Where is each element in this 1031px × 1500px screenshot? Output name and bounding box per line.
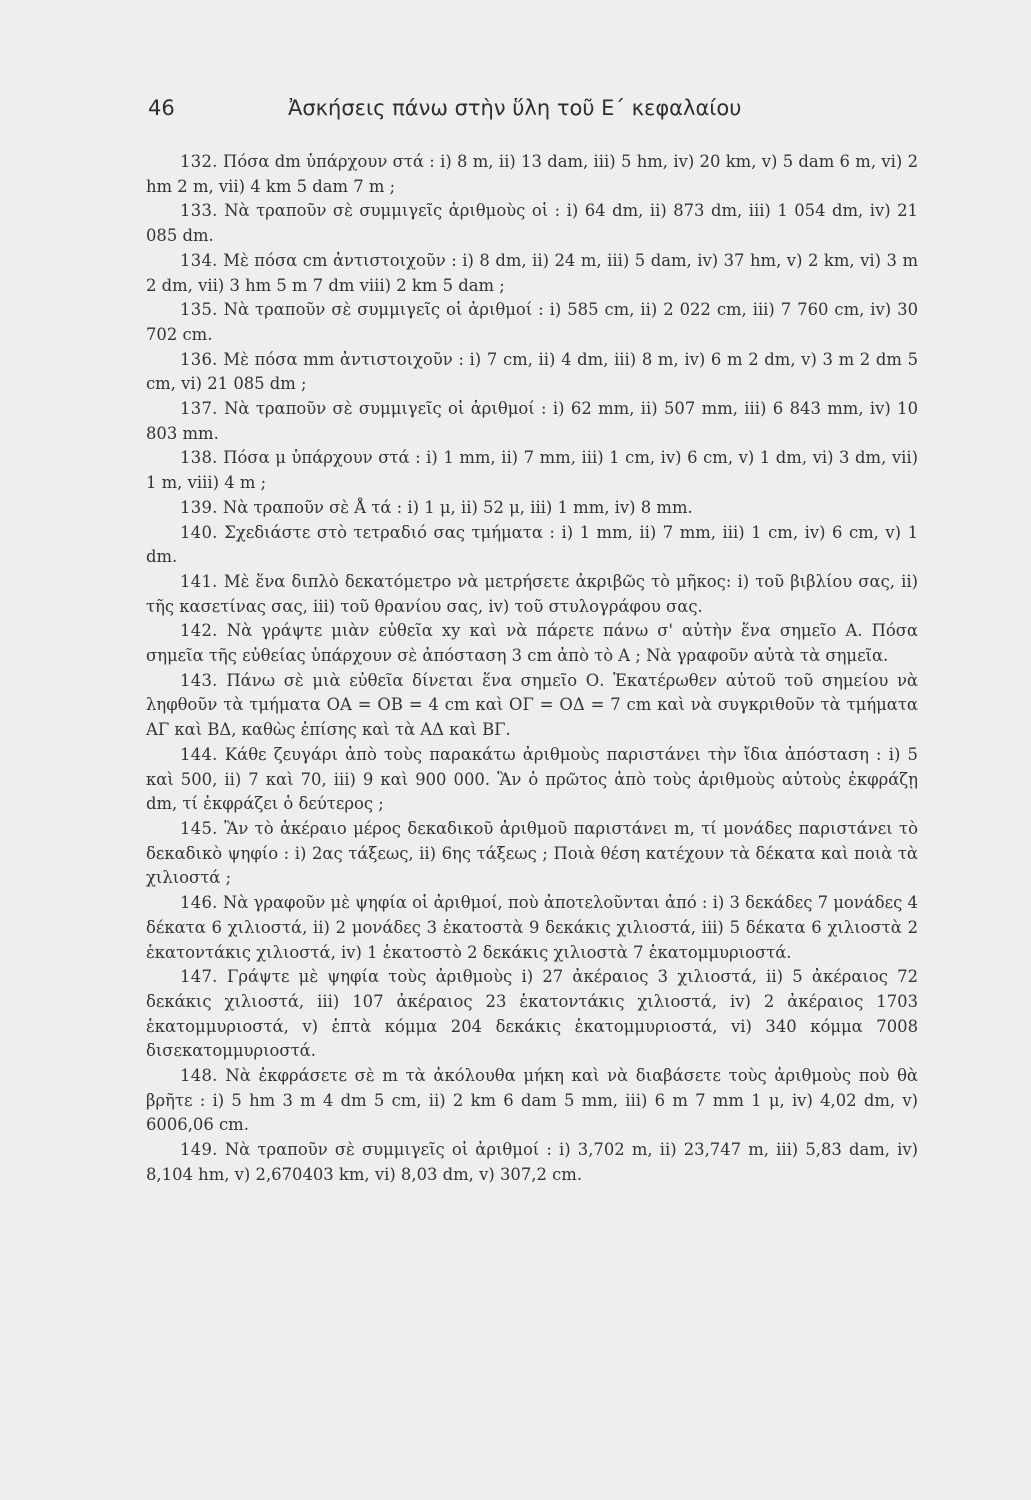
running-title: Ἀσκήσεις πάνω στὴν ὕλη τοῦ Ε΄ κεφαλαίου — [288, 96, 742, 120]
exercise-text: Κάθε ζευγάρι ἀπὸ τοὺς παρακάτω ἀριθμοὺς παριστάνει τὴν ἴδια ἀπόσταση : i) 5 καὶ 500, ii) 7 καὶ 70, iii) 9 καὶ 900 000. Ἂν ὁ πρῶτος ἀπὸ τοὺς ἀριθμοὺς αὐτοὺς ἐκφράζῃ dm, τί ἐκφράζει ὁ δεύτερος ; — [146, 744, 918, 814]
exercise-number: 133. — [180, 201, 218, 221]
exercise-146 — [146, 891, 918, 965]
exercise-133 — [146, 199, 918, 248]
exercise-number: 136. — [180, 349, 218, 369]
exercise-144 — [146, 743, 918, 817]
exercise-137 — [146, 397, 918, 446]
exercise-text: Νὰ τραποῦν σὲ συμμιγεῖς οἱ ἀριθμοί : i) 3,702 m, ii) 23,747 m, iii) 5,83 dam, iv) 8,104 hm, v) 2,670403 km, vi) 8,03 dm, v) 307,2 cm. — [146, 1140, 918, 1184]
exercise-number: 142. — [180, 621, 218, 641]
exercise-text: Νὰ ἐκφράσετε σὲ m τὰ ἀκόλουθα μήκη καὶ νὰ διαβάσετε τοὺς ἀριθμοὺς ποὺ θὰ βρῆτε : i) 5 hm 3 m 4 dm 5 cm, ii) 2 km 6 dam 5 mm, iii) 6 m 7 mm 1 μ, iv) 4,02 dm, v) 6006,06 cm. — [146, 1066, 918, 1135]
exercise-text: Νὰ τραποῦν σὲ συμμιγεῖς οἱ ἀριθμοί : i) 585 cm, ii) 2 022 cm, iii) 7 760 cm, iv) 30 702 cm. — [146, 300, 918, 344]
exercise-number: 139. — [180, 497, 218, 517]
exercise-number: 143. — [180, 670, 218, 690]
exercise-138 — [146, 446, 918, 495]
exercise-number: 145. — [180, 818, 218, 838]
exercise-149 — [146, 1138, 918, 1187]
exercise-132 — [146, 150, 918, 199]
exercise-text: Πόσα dm ὑπάρχουν στά : i) 8 m, ii) 13 dam, iii) 5 hm, iv) 20 km, v) 5 dam 6 m, vi) 2 hm 2 m, vii) 4 km 5 dam 7 m ; — [146, 152, 919, 196]
exercise-text: Νὰ τραποῦν σὲ συμμιγεῖς ἀριθμοὺς οἱ : i) 64 dm, ii) 873 dm, iii) 1 054 dm, iv) 21 085 dm. — [146, 201, 918, 246]
exercise-number: 140. — [180, 522, 218, 542]
exercise-text: Νὰ τραποῦν σὲ Å τά : i) 1 μ, ii) 52 μ, iii) 1 mm, iv) 8 mm. — [222, 497, 693, 517]
exercise-text: Νὰ τραποῦν σὲ συμμιγεῖς οἱ ἀριθμοί : i) 62 mm, ii) 507 mm, iii) 6 843 mm, iv) 10 803 mm. — [146, 399, 919, 443]
exercise-139 — [146, 496, 918, 521]
exercise-148 — [146, 1064, 918, 1138]
exercise-145 — [146, 817, 918, 891]
exercise-143 — [146, 669, 918, 743]
exercise-text: Σχεδιάστε στὸ τετραδιό σας τμήματα : i) 1 mm, ii) 7 mm, iii) 1 cm, iv) 6 cm, v) 1 dm. — [146, 522, 918, 567]
exercise-text: Νὰ γραφοῦν μὲ ψηφία οἱ ἀριθμοί, ποὺ ἀποτελοῦνται ἀπό : i) 3 δεκάδες 7 μονάδες 4 δέκατα 6 χιλιοστά, ii) 2 μονάδες 3 ἑκατοστὰ 9 δεκάκις χιλιοστά, iii) 5 δέκατα 6 χιλιοστὰ 2 ἑκατοντάκις χιλιοστά, iv) 1 ἑκατοστὸ 2 δεκάκις χιλιοστὰ 7 ἑκατομμυριοστά. — [146, 893, 918, 962]
exercise-140 — [146, 521, 918, 570]
exercise-number: 138. — [180, 448, 218, 468]
exercise-number: 144. — [180, 744, 218, 764]
exercise-text: Γράψτε μὲ ψηφία τοὺς ἀριθμοὺς i) 27 ἀκέραιος 3 χιλιοστά, ii) 5 ἀκέραιος 72 δεκάκις χιλιοστά, iii) 107 ἀκέραιος 23 ἑκατοντάκις χιλιοστά, iv) 2 ἀκέραιος 1703 ἑκατομμυριοστά, v) ἑπτὰ κόμμα 204 δεκάκις ἑκατομμυριοστά, vi) 340 κόμμα 7008 δισεκατομμυριοστά. — [146, 967, 918, 1061]
exercise-text: Νὰ γράψτε μιὰν εὐθεῖα xy καὶ νὰ πάρετε πάνω σ' αὐτὴν ἕνα σημεῖο Α. Πόσα σημεῖα τῆς εὐθείας ὑπάρχουν σὲ ἀπόσταση 3 cm ἀπὸ τὸ Α ; Νὰ γραφοῦν αὐτὰ τὰ σημεῖα. — [146, 621, 918, 666]
exercise-number: 148. — [180, 1066, 218, 1086]
exercise-text: Μὲ πόσα cm ἀντιστοιχοῦν : i) 8 dm, ii) 24 m, iii) 5 dam, iv) 37 hm, v) 2 km, vi) 3 m 2 dm, vii) 3 hm 5 m 7 dm viii) 2 km 5 dam ; — [146, 250, 918, 295]
exercise-number: 134. — [180, 250, 218, 270]
exercise-136 — [146, 348, 918, 397]
exercise-number: 137. — [180, 399, 218, 419]
exercise-text: Μὲ πόσα mm ἀντιστοιχοῦν : i) 7 cm, ii) 4 dm, iii) 8 m, iv) 6 m 2 dm, v) 3 m 2 dm 5 cm, vi) 21 085 dm ; — [146, 349, 918, 394]
exercise-135 — [146, 298, 918, 347]
exercise-text: Μὲ ἕνα διπλὸ δεκατόμετρο νὰ μετρήσετε ἀκριβῶς τὸ μῆκος: i) τοῦ βιβλίου σας, ii) τῆς κασετίνας σας, iii) τοῦ θρανίου σας, iv) τοῦ στυλογράφου σας. — [146, 571, 918, 616]
exercise-number: 146. — [180, 893, 218, 913]
exercise-141 — [146, 570, 918, 619]
exercise-number: 141. — [180, 571, 218, 591]
exercise-text: Ἂν τὸ ἀκέραιο μέρος δεκαδικοῦ ἀριθμοῦ παριστάνει m, τί μονάδες παριστάνει τὸ δεκαδικὸ ψηφίο : i) 2ας τάξεως, ii) 6ης τάξεως ; Ποιὰ θέση κατέχουν τὰ δέκατα καὶ ποιὰ τὰ χιλιοστά ; — [146, 818, 918, 888]
exercise-number: 147. — [180, 967, 218, 987]
exercise-list — [146, 150, 918, 1188]
exercise-142 — [146, 619, 918, 668]
exercise-text: Πάνω σὲ μιὰ εὐθεῖα δίνεται ἕνα σημεῖο Ο. Ἑκατέρωθεν αὐτοῦ τοῦ σημείου νὰ ληφθοῦν τὰ τμήματα ΟΑ = ΟΒ = 4 cm καὶ ΟΓ = ΟΔ = 7 cm καὶ νὰ συγκριθοῦν τὰ τμήματα ΑΓ καὶ ΒΔ, καθὼς ἐπίσης καὶ τὰ ΑΔ καὶ ΒΓ. — [146, 670, 918, 740]
page-number: 46 — [148, 96, 175, 120]
exercise-number: 149. — [180, 1140, 218, 1160]
exercise-147 — [146, 965, 918, 1064]
exercise-134 — [146, 249, 918, 298]
page-header — [148, 96, 908, 126]
exercise-number: 135. — [180, 300, 218, 320]
exercise-text: Πόσα μ ὑπάρχουν στά : i) 1 mm, ii) 7 mm, iii) 1 cm, iv) 6 cm, v) 1 dm, vi) 3 dm, vii) 1 m, viii) 4 m ; — [146, 448, 918, 493]
exercise-number: 132. — [180, 152, 218, 171]
